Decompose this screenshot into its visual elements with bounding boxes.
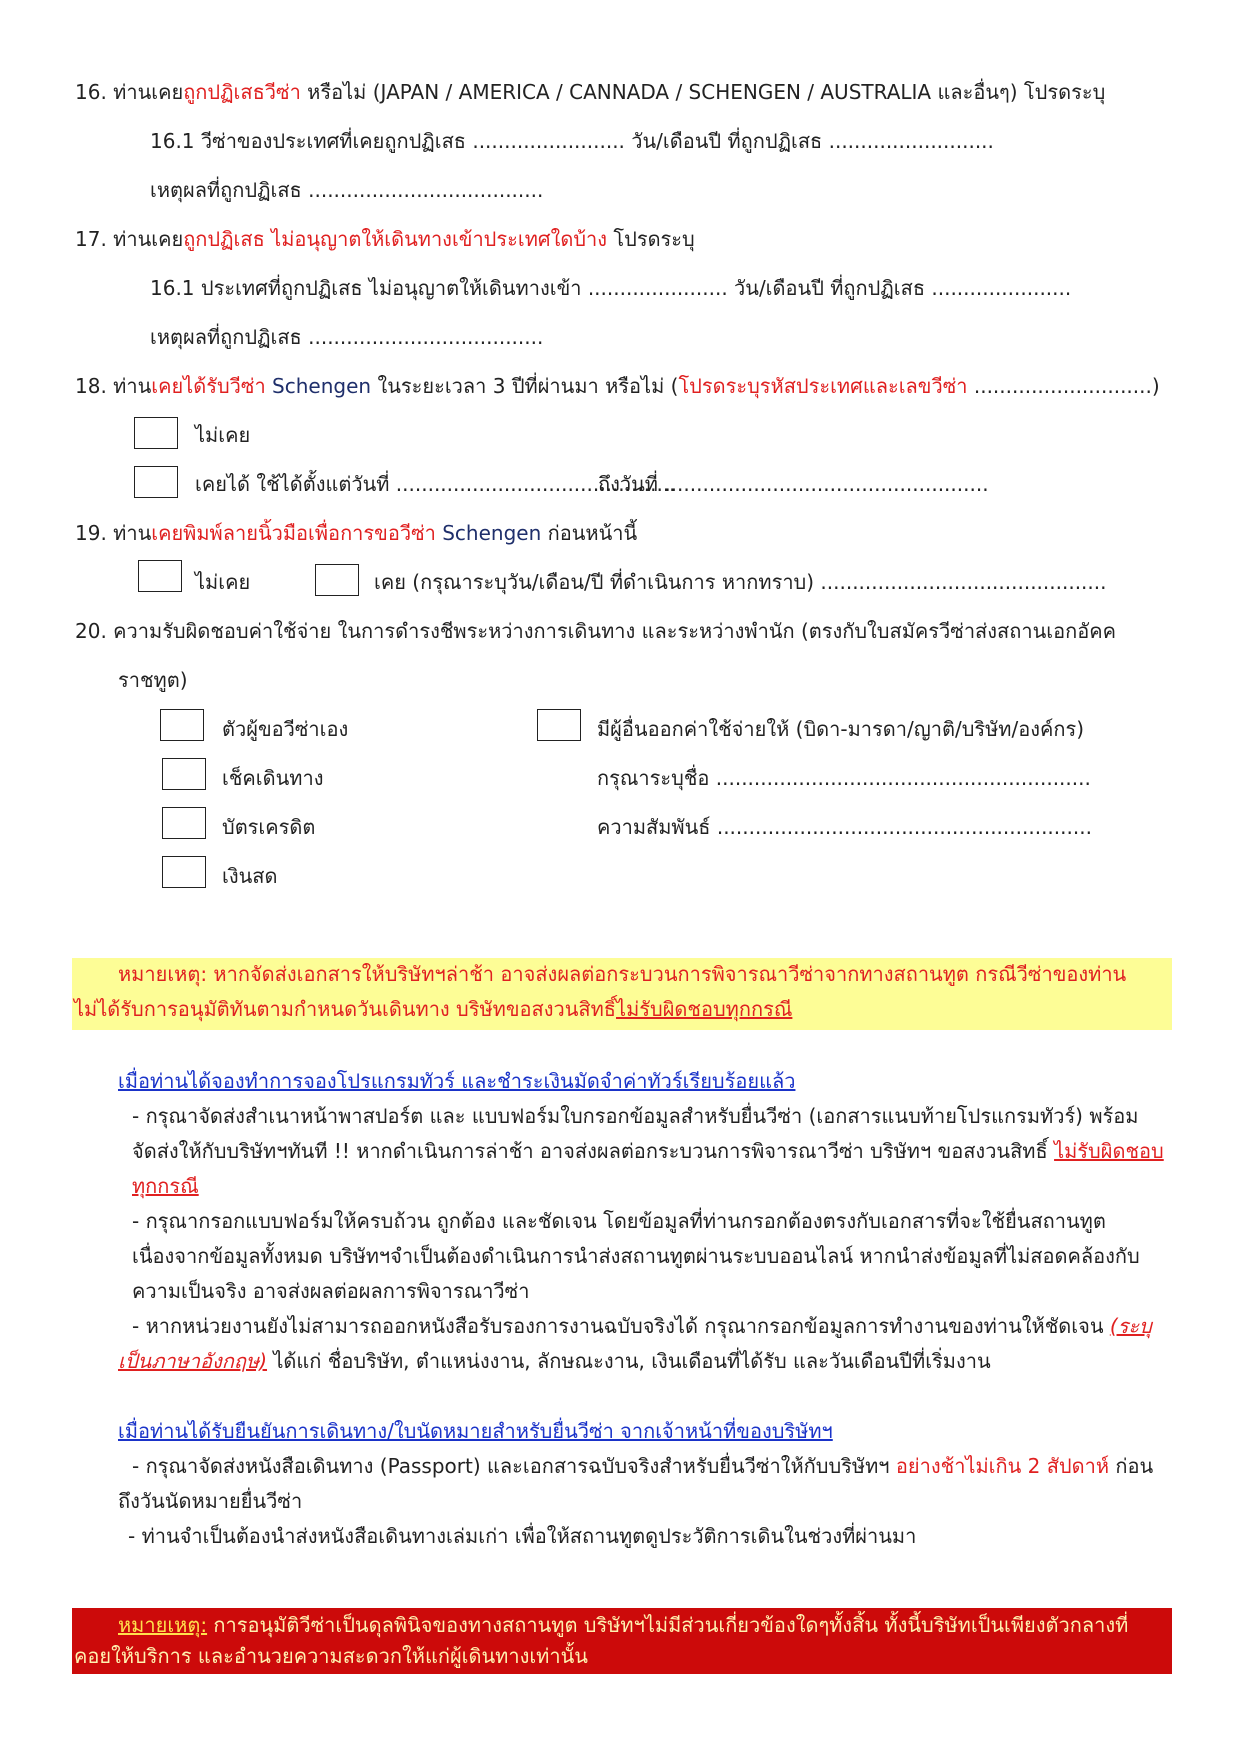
booked-p3-line2: เป็นภาษาอังกฤษ) ได้แก่ ชื่อบริษัท, ตำแหน่งงาน, ลักษณะงาน, เงินเดือนที่ได้รับ และวันเดือนปีที่เริ่มงาน <box>118 1349 991 1373</box>
q17-sub2: เหตุผลที่ถูกปฏิเสธ ..................................... <box>150 325 544 349</box>
q18-never-label: ไม่เคย <box>195 423 251 447</box>
q20-relation-field: ความสัมพันธ์ ........................................................... <box>597 815 1092 839</box>
q20-other-checkbox[interactable] <box>537 709 581 741</box>
booked-p3-line1: - หากหน่วยงานยังไม่สามารถออกหนังสือรับรองการงานฉบับจริงได้ กรุณากรอกข้อมูลการทำงานของท่านให้ชัดเจน (ระบุ <box>132 1314 1152 1338</box>
q18-title: 18. ท่านเคยได้รับวีซ่า Schengen ในระยะเวลา 3 ปีที่ผ่านมา หรือไม่ (โปรดระบุรหัสประเทศและเลขวีซ่า ............................) <box>75 374 1160 398</box>
q18-until-label: ถึงวันที่ ................................................... <box>598 472 989 496</box>
q19-ever-label: เคย (กรุณาระบุวัน/เดือน/ปี ที่ดำเนินการ หากทราบ) ............................................. <box>374 570 1107 594</box>
booked-p2-line1: - กรุณากรอกแบบฟอร์มให้ครบถ้วน ถูกต้อง และชัดเจน โดยข้อมูลที่ท่านกรอกต้องตรงกับเอกสารที่จะใช้ยื่นสถานทูต <box>132 1209 1106 1233</box>
booked-p2-line2: เนื่องจากข้อมูลทั้งหมด บริษัทฯจำเป็นต้องดำเนินการนำส่งสถานทูตผ่านระบบออนไลน์ หากนำส่งข้อมูลที่ไม่สอดคล้องกับ <box>132 1244 1140 1268</box>
booked-p2-line3: ความเป็นจริง อาจส่งผลต่อผลการพิจารณาวีซ่า <box>132 1279 530 1303</box>
red-note-line1: หมายเหตุ: การอนุมัติวีซ่าเป็นดุลพินิจของทางสถานทูต บริษัทฯไม่มีส่วนเกี่ยวข้องใดๆทั้งสิ้น ทั้งนี้บริษัทเป็นเพียงตัวกลางที่ <box>118 1613 1129 1637</box>
yellow-note-line2: ไม่ได้รับการอนุมัติทันตามกำหนดวันเดินทาง บริษัทขอสงวนสิทธิ์ไม่รับผิดชอบทุกกรณี <box>74 997 793 1021</box>
q19-never-label: ไม่เคย <box>195 570 251 594</box>
q19-never-checkbox[interactable] <box>138 560 182 592</box>
confirmed-p1-line1: - กรุณาจัดส่งหนังสือเดินทาง (Passport) และเอกสารฉบับจริงสำหรับยื่นวีซ่าให้กับบริษัทฯ อย่างช้าไม่เกิน 2 สัปดาห์ ก่อน <box>132 1454 1154 1478</box>
confirmed-p2: - ท่านจำเป็นต้องนำส่งหนังสือเดินทางเล่มเก่า เพื่อให้สถานทูตดูประวัติการเดินในช่วงที่ผ่านมา <box>128 1524 917 1548</box>
q20-self-label: ตัวผู้ขอวีซ่าเอง <box>222 717 349 741</box>
q18-never-checkbox[interactable] <box>134 417 178 449</box>
q18-ever-checkbox[interactable] <box>134 466 178 498</box>
q20-name-field: กรุณาระบุชื่อ ........................................................... <box>597 766 1091 790</box>
booked-p1-line1: - กรุณาจัดส่งสำเนาหน้าพาสปอร์ต และ แบบฟอร์มใบกรอกข้อมูลสำหรับยื่นวีซ่า (เอกสารแนบท้ายโปรแกรมทัวร์) พร้อม <box>132 1104 1139 1128</box>
q18-ever-label: เคยได้ ใช้ได้ตั้งแต่วันที่ ............................................ <box>195 472 676 496</box>
q20-cheque-label: เช็คเดินทาง <box>222 766 324 790</box>
booked-p1-line2: จัดส่งให้กับบริษัทฯทันที !! หากดำเนินการล่าช้า อาจส่งผลต่อกระบวนการพิจารณาวีซ่า บริษัทฯ ขอสงวนสิทธิ์ ไม่รับผิดชอบ <box>132 1139 1164 1163</box>
q19-title: 19. ท่านเคยพิมพ์ลายนิ้วมือเพื่อการขอวีซ่า Schengen ก่อนหน้านี้ <box>75 521 638 545</box>
q20-cash-checkbox[interactable] <box>162 856 206 888</box>
q20-title-line2: ราชทูต) <box>118 668 188 692</box>
q20-credit-label: บัตรเครดิต <box>222 815 316 839</box>
q16-title: 16. ท่านเคยถูกปฏิเสธวีซ่า หรือไม่ (JAPAN / AMERICA / CANNADA / SCHENGEN / AUSTRALIA และอื่นๆ) โปรดระบุ <box>75 80 1106 104</box>
q20-title-line1: 20. ความรับผิดชอบค่าใช้จ่าย ในการดำรงชีพระหว่างการเดินทาง และระหว่างพำนัก (ตรงกับใบสมัครวีซ่าส่งสถานเอกอัคค <box>75 619 1116 643</box>
booked-heading: เมื่อท่านได้จองทำการจองโปรแกรมทัวร์ และชำระเงินมัดจำค่าทัวร์เรียบร้อยแล้ว <box>118 1069 796 1093</box>
q17-sub1: 16.1 ประเทศที่ถูกปฏิเสธ ไม่อนุญาตให้เดินทางเข้า ...................... วัน/เดือนปี ที่ถูกปฏิเสธ ...................... <box>150 276 1072 300</box>
q20-cheque-checkbox[interactable] <box>162 758 206 790</box>
q16-sub1: 16.1 วีซ่าของประเทศที่เคยถูกปฏิเสธ ........................ วัน/เดือนปี ที่ถูกปฏิเสธ .......................... <box>150 129 994 153</box>
red-note-line2: คอยให้บริการ และอำนวยความสะดวกให้แก่ผู้เดินทางเท่านั้น <box>74 1644 588 1668</box>
booked-p1-line3: ทุกกรณี <box>132 1174 199 1198</box>
q20-other-label: มีผู้อื่นออกค่าใช้จ่ายให้ (บิดา-มารดา/ญาติ/บริษัท/องค์กร) <box>597 717 1085 741</box>
yellow-note-line1: หมายเหตุ: หากจัดส่งเอกสารให้บริษัทฯล่าช้า อาจส่งผลต่อกระบวนการพิจารณาวีซ่าจากทางสถานทูต กรณีวีซ่าของท่าน <box>118 962 1127 986</box>
confirmed-p1-line2: ถึงวันนัดหมายยื่นวีซ่า <box>118 1489 303 1513</box>
q19-ever-checkbox[interactable] <box>315 564 359 596</box>
q20-cash-label: เงินสด <box>222 864 278 888</box>
q17-title: 17. ท่านเคยถูกปฏิเสธ ไม่อนุญาตให้เดินทางเข้าประเทศใดบ้าง โปรดระบุ <box>75 227 695 251</box>
confirmed-heading: เมื่อท่านได้รับยืนยันการเดินทาง/ใบนัดหมายสำหรับยื่นวีซ่า จากเจ้าหน้าที่ของบริษัทฯ <box>118 1419 833 1443</box>
q16-sub2: เหตุผลที่ถูกปฏิเสธ ..................................... <box>150 178 544 202</box>
q20-self-checkbox[interactable] <box>160 709 204 741</box>
q20-credit-checkbox[interactable] <box>162 807 206 839</box>
